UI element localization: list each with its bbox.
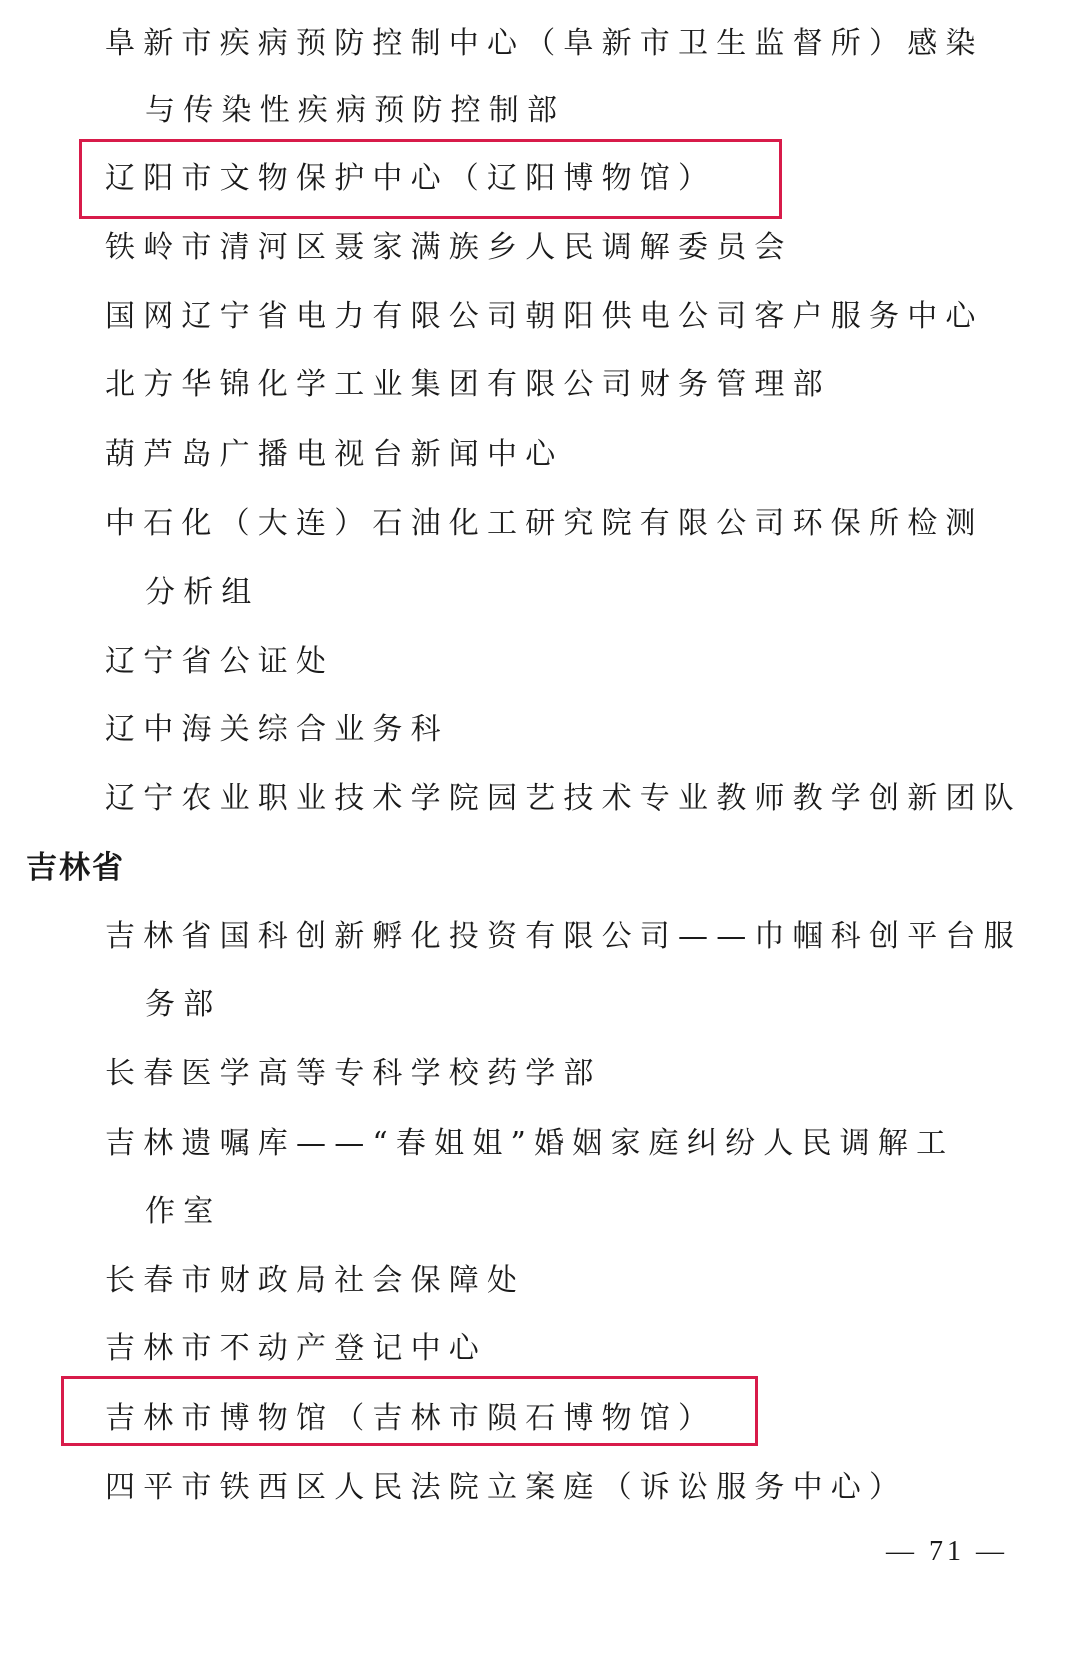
- entry-line: 吉林遗嘱库——“春姐姐”婚姻家庭纠纷人民调解工: [105, 1126, 955, 1161]
- entry-line: 北方华锦化学工业集团有限公司财务管理部: [105, 367, 831, 402]
- entry-line: 阜新市疾病预防控制中心（阜新市卫生监督所）感染: [105, 26, 984, 61]
- entry-line: 铁岭市清河区聂家满族乡人民调解委员会: [105, 230, 793, 265]
- entry-line: 国网辽宁省电力有限公司朝阳供电公司客户服务中心: [105, 299, 984, 334]
- entry-line: 吉林省国科创新孵化投资有限公司——巾帼科创平台服: [105, 919, 1022, 954]
- entry-line-continuation: 与传染性疾病预防控制部: [145, 93, 566, 128]
- entry-line: 辽宁省公证处: [105, 644, 335, 679]
- highlight-box: [61, 1376, 758, 1446]
- entry-line: 辽中海关综合业务科: [105, 712, 449, 747]
- entry-line-highlighted: 吉林市博物馆（吉林市陨石博物馆）: [105, 1401, 717, 1436]
- entry-line: 四平市铁西区人民法院立案庭（诉讼服务中心）: [105, 1470, 908, 1505]
- page-number: — 71 —: [886, 1536, 1008, 1567]
- entry-line: 中石化（大连）石油化工研究院有限公司环保所检测: [105, 506, 984, 541]
- entry-line: 葫芦岛广播电视台新闻中心: [105, 437, 564, 472]
- entry-line: 长春医学高等专科学校药学部: [105, 1056, 602, 1091]
- entry-line: 长春市财政局社会保障处: [105, 1263, 526, 1298]
- entry-line: 辽宁农业职业技术学院园艺技术专业教师教学创新团队: [105, 781, 1022, 816]
- entry-line: 吉林市不动产登记中心: [105, 1331, 487, 1366]
- entry-line-continuation: 分析组: [145, 575, 260, 610]
- highlight-box: [79, 139, 782, 219]
- entry-line-highlighted: 辽阳市文物保护中心（辽阳博物馆）: [105, 161, 717, 196]
- entry-line-continuation: 务部: [145, 987, 222, 1022]
- province-heading: 吉林省: [26, 850, 125, 886]
- entry-line-continuation: 作室: [145, 1194, 222, 1229]
